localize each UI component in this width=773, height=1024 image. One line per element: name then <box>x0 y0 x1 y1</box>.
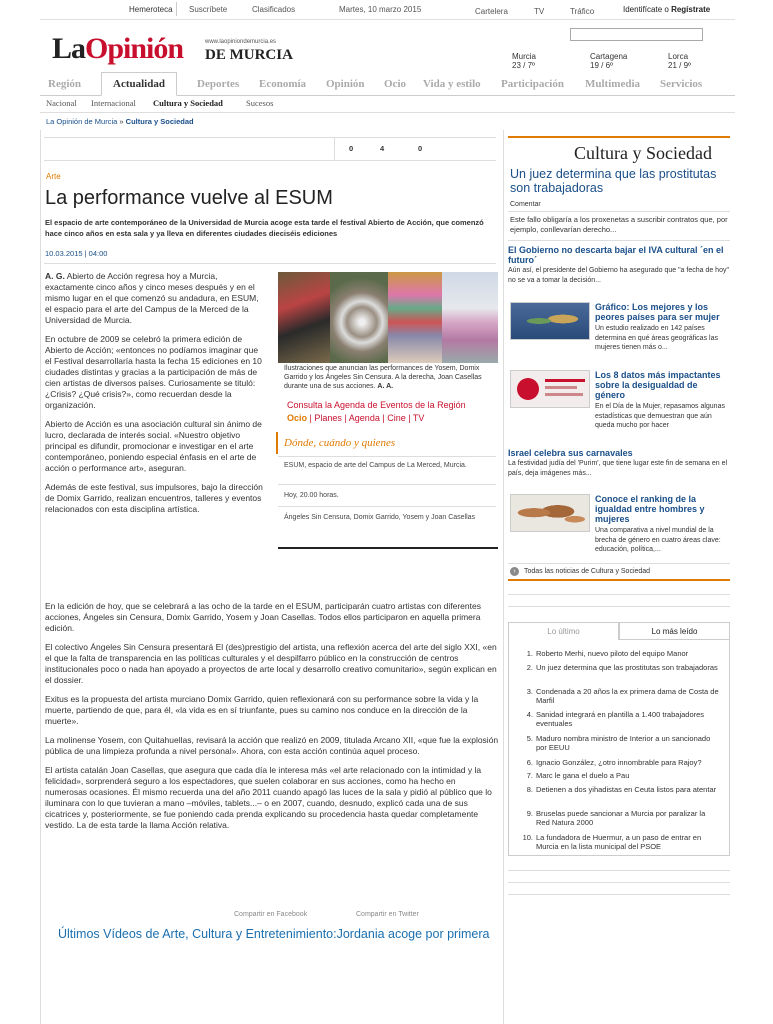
photo-angeles <box>388 272 442 363</box>
weather-cartagena: Cartagena 19 / 6º <box>590 52 628 70</box>
paragraph: Abierto de Acción es una asociación cultural sin ánimo de lucro, declarada de interés social. «Nuestro objetivo principal es difundir, promocionar e investigar en el arte contemporáneo, poniendo especial énfasis en el arte de acción o performance art», aseguran. <box>45 419 262 473</box>
breadcrumb-home[interactable]: La Opinión de Murcia <box>46 117 118 126</box>
divider <box>176 2 177 16</box>
sidebar-main-text: Este fallo obligaría a los proxenetas a suscribir contratos que, por ejemplo, conllevarían derecho... <box>510 215 728 234</box>
clasificados-link[interactable]: Clasificados <box>252 5 296 14</box>
divider <box>334 138 335 160</box>
nav-servicios[interactable]: Servicios <box>660 78 703 90</box>
article-body-wide <box>45 601 500 839</box>
nav-ocio[interactable]: Ocio <box>384 78 406 90</box>
registrate-link[interactable]: Regístrate <box>671 5 711 14</box>
sidebar-story-text: La festividad judía del 'Purim', que tiene lugar este fin de semana en el país, deja imágenes más... <box>508 460 728 477</box>
paragraph: La molinense Yosem, con Quitahuellas, revisará la acción que realizó en 2009, titulada Arcano XII, «que fue la explosión pública de una limpieza profunda a nivel personal». Ahora, con esta acción continúa aquel proceso. <box>45 735 499 756</box>
sidebar-story-ranking[interactable]: Conoce el ranking de la igualdad entre hombres y mujeres <box>595 494 705 524</box>
thumb-desigualdad[interactable] <box>510 370 590 408</box>
divider <box>508 136 730 138</box>
sidebar-title: Cultura y Sociedad <box>574 143 712 163</box>
divider <box>44 137 496 138</box>
subnav-sucesos[interactable]: Sucesos <box>246 98 274 108</box>
suscribete-link[interactable]: Suscríbete <box>189 5 228 14</box>
divider <box>44 263 496 264</box>
agenda-agenda-link[interactable]: Agenda <box>348 413 380 423</box>
search-input[interactable] <box>570 28 703 41</box>
divider <box>508 594 730 595</box>
info-box-title: Dónde, cuándo y quienes <box>276 432 498 454</box>
divider <box>508 211 730 212</box>
list-item[interactable]: 7. Marc le gana el duelo a Pau <box>526 771 630 780</box>
tab-most-read[interactable]: Lo más leído <box>619 622 730 640</box>
list-item[interactable]: 10. La fundadora de Huermur, a un paso de entrar en Murcia en la lista municipal del PSOE <box>522 833 702 851</box>
article-category[interactable]: Arte <box>46 172 61 181</box>
paragraph: El colectivo Ángeles Sin Censura presentará El (des)prestigio del artista, una reflexión acerca del arte del siglo XXI, «en el que la falta de transparencia en las políticas culturales y el despilfarro público en la construcción de centros institucionales poco o nada han apoyado a proyectos de arte local y desarrollo creativo comunitario», según explican en el dossier. <box>45 642 497 685</box>
site-logo[interactable]: LaOpinión www.laopiniondemurcia.es DE MURCIA <box>52 32 293 65</box>
nav-multimedia[interactable]: Multimedia <box>585 78 640 90</box>
breadcrumb: La Opinión de Murcia » Cultura y Sociedad <box>46 117 194 126</box>
chart-bar-icon <box>545 393 583 396</box>
paragraph: El artista catalán Joan Casellas, que asegura que cada día le interesa más «el arte relacionado con la intimidad y la felicidad», sorprenderá seguro a los espectadores, que suelen colaborar en sus acciones, como ha hecho en numerosas ocasiones. Él mismo recuerda una del año 2011 cuando apagó las luces de la sala y pidió al público que lo iluminara con lo que tuvieran a mano –móviles, tablets...– o en 2007, cuando, desnudo, explicó cada una de sus cicatrices y, posteriormente, se fue poniendo cada prenda explicando su procedencia hasta quedar completamente vestido. La de esta tarde la llama Acción relativa. <box>45 765 492 830</box>
article-lede: El espacio de arte contemporáneo de la Universidad de Murcia acoge esta tarde el festival Abierto de Acción, que comenzó hace cinco años en esta sala y ya lleva en diferentes ciudades dieciséis ediciones <box>45 218 484 238</box>
agenda-link[interactable]: Consulta la Agenda de Eventos de la Región <box>287 400 466 410</box>
share-twitter-button[interactable]: Compartir en Twitter <box>356 911 419 918</box>
identificate-link[interactable]: Identifícate <box>623 5 663 14</box>
most-tabs <box>508 622 730 640</box>
article-title: La performance vuelve al ESUM <box>45 187 333 209</box>
photo-yosem <box>278 272 330 363</box>
photo-casellas <box>442 272 498 363</box>
share-facebook-button[interactable]: Compartir en Facebook <box>234 911 308 918</box>
column-border <box>503 130 504 1024</box>
list-item[interactable]: 8. Detienen a dos yihadistas en Ceuta listos para atentar <box>526 785 717 794</box>
share-count-facebook: 0 <box>349 144 354 153</box>
nav-economia[interactable]: Economía <box>259 78 307 90</box>
map-icon <box>517 501 585 527</box>
list-item[interactable]: 1. Roberto Merhi, nuevo piloto del equipo Manor <box>526 649 689 658</box>
photo-caption: Ilustraciones que anuncian las performances de Yosem, Domix Garrido y los Ángeles Sin Censura. A la derecha, Joan Casellas durante una de sus acciones. A. A. <box>284 365 482 390</box>
current-date: Martes, 10 marzo 2015 <box>339 5 422 14</box>
article-date: 10.03.2015 | 04:00 <box>45 249 108 258</box>
list-item[interactable]: 4. Sanidad integrará en plantilla a 1.400 trabajadores eventuales <box>526 710 705 728</box>
main-nav <box>40 72 735 96</box>
divider <box>508 894 730 895</box>
list-item[interactable]: 5. Maduro nombra ministro de Interior a un sancionado por EEUU <box>526 734 711 752</box>
divider <box>508 240 730 241</box>
subnav-internacional[interactable]: Internacional <box>91 98 136 108</box>
list-item[interactable]: 2. Un juez determina que las prostitutas son trabajadoras <box>526 663 718 672</box>
info-where: ESUM, espacio de arte del Campus de La Merced, Murcia. <box>284 462 467 469</box>
comment-link[interactable]: Comentar <box>510 201 541 208</box>
share-count-twitter: 4 <box>380 144 385 153</box>
article-body-narrow <box>45 271 267 523</box>
videos-ticker[interactable]: Últimos Vídeos de Arte, Cultura y Entretenimiento:Jordania acoge por primera <box>58 927 490 941</box>
sidebar-story-text: Aún así, el presidente del Gobierno ha asegurado que "a fecha de hoy" no se va a tomar la decisión... <box>508 267 729 284</box>
tab-latest[interactable]: Lo último <box>508 622 619 640</box>
divider <box>508 882 730 883</box>
info-who: Ángeles Sin Censura, Domix Garrido, Yosem y Joan Casellas <box>284 514 476 521</box>
subnav-nacional[interactable]: Nacional <box>46 98 77 108</box>
nav-actualidad[interactable]: Actualidad <box>101 72 177 96</box>
sidebar-story-grafico[interactable]: Gráfico: Los mejores y los peores países para ser mujer <box>595 302 720 322</box>
nav-participacion[interactable]: Participación <box>501 78 564 90</box>
sidebar-main-story[interactable]: Un juez determina que las prostitutas son trabajadoras <box>510 167 717 195</box>
nav-vida-estilo[interactable]: Vida y estilo <box>423 78 481 90</box>
paragraph: En la edición de hoy, que se celebrará a las ocho de la tarde en el ESUM, participarán cuatro artistas con diferentes acciones, Ángeles sin Censura, Domix Garrido, Yosem y Joan Casellas. Todos ellos participaron en aquella primera edición. <box>45 601 481 633</box>
site-url: www.laopiniondemurcia.es <box>205 39 277 45</box>
divider <box>508 579 730 581</box>
thumb-world-map[interactable] <box>510 302 590 340</box>
agenda-planes-link[interactable]: Planes <box>314 413 342 423</box>
agenda-sublinks: Ocio | Planes | Agenda | Cine | TV <box>287 413 425 423</box>
paragraph: Además de este festival, sus impulsores, bajo la dirección de Domix Garrido, realizan encuentros, talleres y eventos relacionados con esta disciplina artística. <box>45 482 263 514</box>
sidebar-story-text: Una comparativa a nivel mundial de la brecha de género en cuatro áreas clave: educación, política,... <box>595 527 721 553</box>
divider <box>508 606 730 607</box>
paragraph: En octubre de 2009 se celebró la primera edición de Abierto de Acción; «entonces no podíamos imaginar que el Festival desarrollaría hasta la fecha 15 ediciones en 10 ciudades distintas y gracias a la participación de más de cien artistas de diversos países. Curiosamente se tituló: ¿Crisis? ¿Qué crisis?», como recuerdan desde la organización. <box>45 334 262 410</box>
share-count-comments: 0 <box>418 144 423 153</box>
sidebar-story-text: Un estudio realizado en 142 países determina en qué áreas geográficas las mujeres tienen más o... <box>595 325 718 351</box>
article-photo[interactable] <box>278 272 498 363</box>
photo-domix <box>330 272 388 363</box>
divider <box>40 112 735 113</box>
chart-bar-icon <box>545 386 577 389</box>
sidebar-story-datos[interactable]: Los 8 datos más impactantes sobre la desigualdad de género <box>595 370 721 400</box>
sidebar-story-israel[interactable]: Israel celebra sus carnavales <box>508 448 633 458</box>
most-read-list <box>508 640 730 856</box>
agenda-cine-link[interactable]: Cine <box>387 413 406 423</box>
hemeroteca-link[interactable]: Hemeroteca <box>129 5 173 14</box>
divider <box>44 160 496 161</box>
nav-opinion[interactable]: Opinión <box>326 78 365 90</box>
badge-icon <box>517 378 539 400</box>
agenda-tv-link[interactable]: TV <box>412 413 425 423</box>
all-news-link[interactable]: Todas las noticias de Cultura y Sociedad <box>524 568 651 575</box>
login-area: Identifícate o Regístrate <box>623 5 711 14</box>
info-when: Hoy, 20.00 horas. <box>284 492 339 499</box>
thumb-ranking-map[interactable] <box>510 494 590 532</box>
weather-lorca: Lorca 21 / 9º <box>668 52 691 70</box>
arrow-right-icon: › <box>510 567 519 576</box>
chart-bar-icon <box>545 379 585 382</box>
divider <box>278 547 498 549</box>
agenda-ocio-link[interactable]: Ocio <box>287 413 308 423</box>
divider <box>278 456 496 457</box>
paragraph: Exitus es la propuesta del artista murciano Domix Garrido, quien reflexionará con su performance sobre la vida y la muerte, partiendo de que, para él, «la vida es en sí triunfante, pues su camino nos conduce en la dirección de la muerte». <box>45 694 479 726</box>
trafico-link[interactable]: Tráfico <box>570 7 595 16</box>
list-item[interactable]: 6. Ignacio González, ¿otro innombrable para Rajoy? <box>526 758 702 767</box>
nav-region[interactable]: Región <box>48 78 81 90</box>
list-item[interactable]: 3. Condenada a 20 años la ex primera dama de Costa de Marfil <box>526 687 719 705</box>
paragraph: A. G. Abierto de Acción regresa hoy a Murcia, exactamente cinco años y cinco meses después y en el mismo lugar en el que comenzó su andadura, en ESUM, el espacio para el arte del Campus de la Merced de la Universidad de Murcia. <box>45 271 259 325</box>
divider <box>278 484 496 485</box>
sidebar-story-iva[interactable]: El Gobierno no descarta bajar el IVA cultural ´en el futuro´ <box>508 245 724 265</box>
weather-murcia: Murcia 23 / 7º <box>512 52 537 70</box>
tv-link[interactable]: TV <box>534 7 545 16</box>
column-border <box>40 130 41 1024</box>
sidebar-story-text: En el Día de la Mujer, repasamos algunas estadísticas que demuestran que aún queda mucho por hacer <box>595 403 725 429</box>
top-bar <box>40 0 735 20</box>
map-icon <box>521 311 581 331</box>
subnav-cultura[interactable]: Cultura y Sociedad <box>153 98 223 108</box>
divider <box>508 870 730 871</box>
list-item[interactable]: 9. Bruselas puede sancionar a Murcia por paralizar la Red Natura 2000 <box>526 809 706 827</box>
nav-deportes[interactable]: Deportes <box>197 78 240 90</box>
divider <box>508 563 730 564</box>
divider <box>278 506 496 507</box>
cartelera-link[interactable]: Cartelera <box>475 7 508 16</box>
breadcrumb-current[interactable]: Cultura y Sociedad <box>125 117 194 126</box>
